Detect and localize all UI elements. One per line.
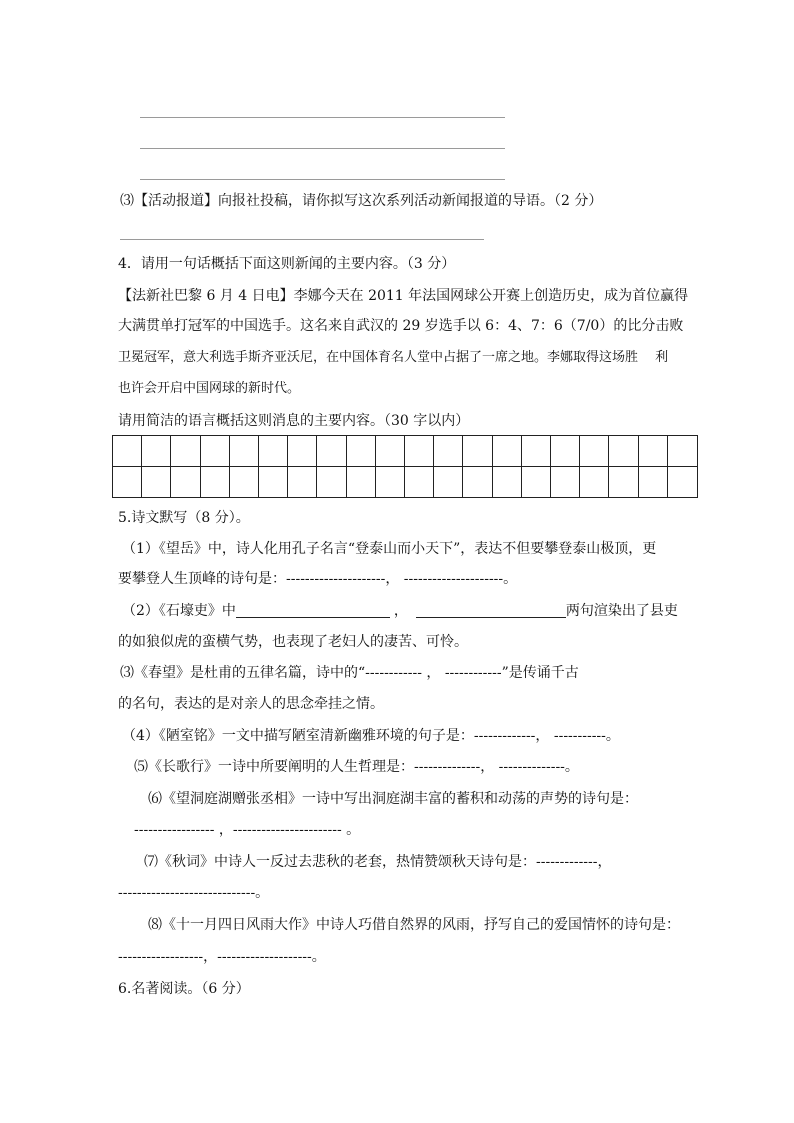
grid-cell[interactable] — [668, 436, 697, 467]
grid-cell[interactable] — [171, 436, 200, 467]
grid-cell[interactable] — [201, 436, 230, 467]
q5-item-3-line-2: 的名句，表达的是对亲人的思念牵挂之情。 — [118, 696, 384, 712]
grid-cell[interactable] — [463, 467, 492, 498]
q5-item-2-blank-2[interactable] — [416, 603, 566, 618]
grid-cell[interactable] — [551, 467, 580, 498]
q5-item-1-line-1: （1）《望岳》中，诗人化用孔子名言“登泰山而小天下”，表达不但要攀登泰山极顶，更 — [122, 541, 657, 557]
grid-cell[interactable] — [259, 467, 288, 498]
question-4-instruction: 请用简洁的语言概括这则消息的主要内容。（30 字以内） — [118, 413, 470, 429]
answer-line-q3-3[interactable] — [120, 239, 484, 240]
grid-cell[interactable] — [113, 467, 142, 498]
answer-line-1[interactable] — [140, 117, 505, 118]
grid-cell[interactable] — [317, 436, 346, 467]
q5-item-8-line-2: ------------------，--------------------。 — [118, 949, 326, 965]
q5-item-6-line-1: ⑹《望洞庭湖赠张丞相》一诗中写出洞庭湖丰富的蓄积和动荡的声势的诗句是： — [148, 791, 638, 807]
question-6-title: 6.名著阅读。（6 分） — [118, 981, 250, 997]
q5-item-6-line-2: ----------------- ，----------------------- 。 — [134, 822, 361, 838]
grid-cell[interactable] — [288, 467, 317, 498]
q5-item-2-prefix: （2）《石壕吏》中 — [122, 603, 236, 619]
grid-cell[interactable] — [171, 467, 200, 498]
q5-item-5: ⑸《长歌行》一诗中所要阐明的人生哲理是：--------------， --------------。 — [134, 759, 579, 775]
grid-cell[interactable] — [639, 436, 668, 467]
grid-cell[interactable] — [347, 467, 376, 498]
answer-line-3[interactable] — [140, 179, 505, 180]
q5-item-2-line-1 — [122, 602, 678, 620]
grid-cell[interactable] — [639, 467, 668, 498]
grid-cell[interactable] — [113, 436, 142, 467]
grid-cell[interactable] — [142, 467, 171, 498]
grid-cell[interactable] — [317, 467, 346, 498]
grid-cell[interactable] — [434, 436, 463, 467]
q5-item-2-blank-1[interactable] — [236, 603, 390, 618]
q5-item-3-line-1: ⑶《春望》是杜甫的五律名篇，诗中的“------------ ， ------------”是传诵千古 — [120, 665, 579, 681]
news-line-4: 也许会开启中国网球的新时代。 — [118, 381, 301, 396]
answer-line-2[interactable] — [140, 148, 505, 149]
grid-cell[interactable] — [522, 467, 551, 498]
grid-cell[interactable] — [288, 436, 317, 467]
grid-cell[interactable] — [463, 436, 492, 467]
q5-item-7-line-1: ⑺《秋词》中诗人一反过去悲秋的老套，热情赞颂秋天诗句是：-------------， — [144, 854, 612, 870]
q5-item-4: （4）《陋室铭》一文中描写陋室清新幽雅环境的句子是：-------------， -----------。 — [122, 728, 620, 744]
q5-item-8-line-1: ⑻《十一月四日风雨大作》中诗人巧借自然界的风雨，抒写自己的爱国情怀的诗句是： — [148, 917, 680, 933]
grid-cell[interactable] — [493, 436, 522, 467]
question-4-title: 4．请用一句话概括下面这则新闻的主要内容。（3 分） — [118, 256, 456, 272]
grid-cell[interactable] — [609, 436, 638, 467]
news-line-2: 大满贯单打冠军的中国选手。这名来自武汉的 29 岁选手以 6：4、7：6（7/0）的比分击败 — [118, 318, 684, 334]
grid-cell[interactable] — [376, 436, 405, 467]
grid-cell[interactable] — [142, 436, 171, 467]
q5-item-1-line-2: 要攀登人生顶峰的诗句是：---------------------， ---------------------。 — [118, 571, 518, 587]
grid-cell[interactable] — [347, 436, 376, 467]
grid-cell[interactable] — [405, 467, 434, 498]
q5-item-2-comma: ， — [393, 603, 408, 619]
q5-item-2-line-2: 的如狼似虎的蛮横气势，也表现了老妇人的凄苦、可怜。 — [118, 634, 468, 650]
grid-cell[interactable] — [551, 436, 580, 467]
news-line-3: 卫冕冠军，意大利选手斯齐亚沃尼，在中国体育名人堂中占据了一席之地。李娜取得这场胜 利 — [118, 350, 669, 365]
grid-cell[interactable] — [493, 467, 522, 498]
grid-cell[interactable] — [230, 467, 259, 498]
answer-grid[interactable] — [112, 435, 698, 498]
q5-item-7-line-2: -----------------------------。 — [118, 885, 270, 901]
grid-cell[interactable] — [201, 467, 230, 498]
grid-cell[interactable] — [405, 436, 434, 467]
grid-cell[interactable] — [259, 436, 288, 467]
grid-cell[interactable] — [668, 467, 697, 498]
grid-cell[interactable] — [609, 467, 638, 498]
grid-cell[interactable] — [580, 467, 609, 498]
grid-cell[interactable] — [376, 467, 405, 498]
grid-cell[interactable] — [522, 436, 551, 467]
question-5-title: 5.诗文默写（8 分）。 — [118, 510, 250, 526]
grid-cell[interactable] — [580, 436, 609, 467]
grid-cell[interactable] — [230, 436, 259, 467]
news-line-1: 【法新社巴黎 6 月 4 日电】李娜今天在 2011 年法国网球公开赛上创造历史，成为首位赢得 — [118, 288, 689, 304]
grid-cell[interactable] — [434, 467, 463, 498]
question-3-3: ⑶【活动报道】向报社投稿，请你拟写这次系列活动新闻报道的导语。（2 分） — [120, 193, 603, 209]
q5-item-2-suffix: 两句渲染出了县吏 — [565, 603, 678, 619]
